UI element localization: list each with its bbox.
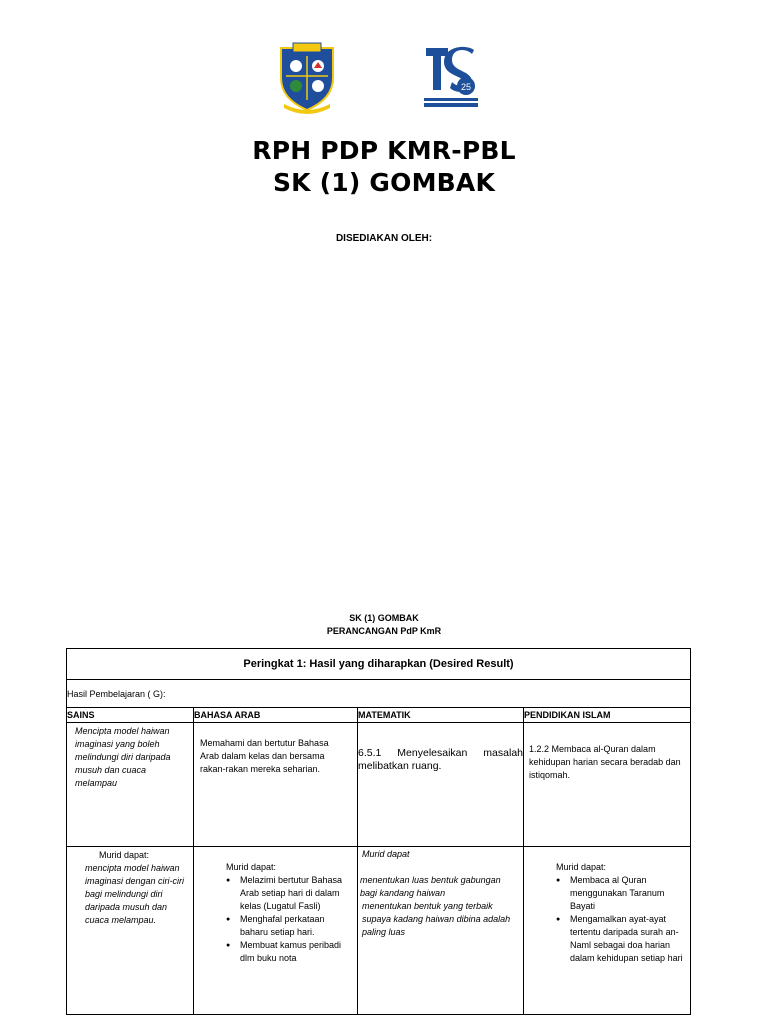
school-crest-logo — [276, 42, 338, 114]
standard-text-bahasa-arab: Memahami dan bertutur Bahasa Arab dalam kelas dan bersama rakan-rakan mereka seharian. — [200, 738, 329, 774]
stage-title: Peringkat 1: Hasil yang diharapkan (Desired Result) — [67, 649, 690, 680]
svg-text:25: 25 — [460, 82, 472, 92]
section-planning-title: PERANCANGAN PdP KmR — [326, 626, 442, 636]
standard-cell-pendidikan-islam — [523, 723, 690, 847]
standard-text-sains: Mencipta model haiwan imaginasi yang boleh melindungi diri daripada musuh dan cuaca melampau — [75, 726, 171, 788]
section-school-name: SK (1) GOMBAK — [349, 613, 419, 623]
list-item: ● Menghafal perkataan baharu setiap hari. — [240, 913, 353, 939]
prepared-by-label: DISEDIAKAN OLEH: — [335, 233, 433, 244]
lesson-plan-table — [66, 648, 691, 1015]
learning-outcome-label: Hasil Pembelajaran ( G): — [67, 688, 166, 699]
ts25-logo — [422, 44, 480, 112]
standard-text-matematik: 6.5.1 Menyelesaikan masalah melibatkan ruang. — [358, 747, 523, 772]
objective-cell-matematik — [357, 847, 523, 1014]
standard-cell-matematik — [357, 723, 523, 847]
list-item: ● Mengamalkan ayat-ayat tertentu daripada surah an-Naml sebagai doa harian dalam kehidupan setiap hari — [570, 913, 686, 965]
column-header-pendidikan-islam: PENDIDIKAN ISLAM — [523, 708, 690, 723]
objective-list-pendidikan-islam — [556, 874, 686, 965]
objective-list-bahasa-arab — [226, 874, 353, 965]
standard-text-pendidikan-islam: 1.2.2 Membaca al-Quran dalam kehidupan harian secara beradab dan istiqomah. — [529, 744, 681, 780]
objective-lead-pendidikan-islam: Murid dapat: — [556, 862, 607, 872]
document-title-line1: RPH PDP KMR-PBL — [252, 136, 516, 165]
objective-line1-matematik: menentukan luas bentuk gabungan bagi kandang haiwan — [360, 875, 501, 898]
list-item: ● Membuat kamus peribadi dlm buku nota — [240, 939, 353, 965]
list-item: ● Membaca al Quran menggunakan Taranum Bayati — [570, 874, 686, 913]
objective-cell-pendidikan-islam — [523, 847, 690, 1014]
column-header-bahasa-arab: BAHASA ARAB — [193, 708, 357, 723]
learning-outcome-row — [67, 680, 690, 708]
list-item: ● Melazimi bertutur Bahasa Arab setiap hari di dalam kelas (Lugatul Fasli) — [240, 874, 353, 913]
standard-cell-bahasa-arab — [193, 723, 357, 847]
standard-cell-sains — [67, 723, 193, 847]
objective-lead-sains: Murid dapat: — [99, 850, 150, 860]
objective-lead-bahasa-arab: Murid dapat: — [226, 862, 277, 872]
document-title-line2: SK (1) GOMBAK — [272, 168, 496, 197]
objective-lead-matematik: Murid dapat — [362, 849, 410, 859]
subject-grid — [67, 708, 690, 1014]
objective-cell-bahasa-arab — [193, 847, 357, 1014]
objective-line2-matematik: menentukan bentuk yang terbaik supaya kadang haiwan dibina adalah paling luas — [362, 901, 511, 937]
objective-text-sains: mencipta model haiwan imaginasi dengan ciri-ciri bagi melindungi diri daripada musuh dan cuaca melampau. — [85, 863, 185, 925]
section-heading — [0, 612, 768, 638]
objective-cell-sains — [67, 847, 193, 1014]
column-header-matematik: MATEMATIK — [357, 708, 523, 723]
column-header-sains: SAINS — [67, 708, 193, 723]
